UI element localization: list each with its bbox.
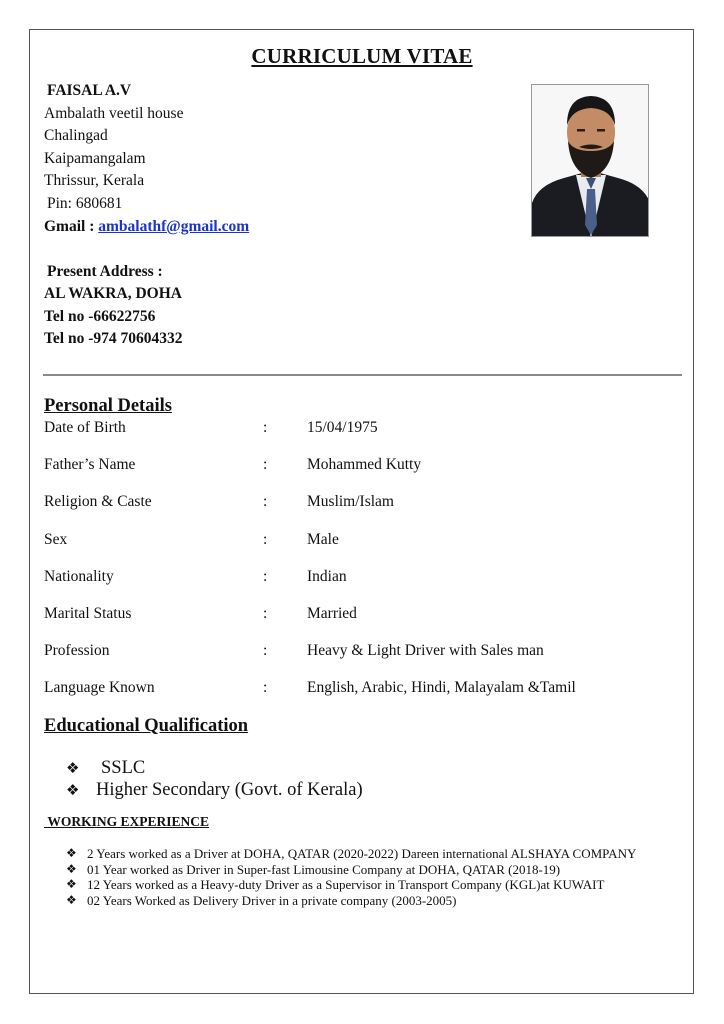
personal-row-father xyxy=(44,456,684,478)
diamond-bullet-icon: ❖ xyxy=(66,781,80,799)
row-colon: : xyxy=(263,456,268,473)
row-colon: : xyxy=(263,605,268,622)
list-item xyxy=(66,893,681,909)
present-address-heading: Present Address : xyxy=(47,263,163,280)
education-heading: Educational Qualification xyxy=(44,716,249,736)
profile-photo xyxy=(531,84,649,237)
personal-details-heading: Personal Details xyxy=(44,396,172,416)
row-label: Sex xyxy=(44,531,68,548)
working-experience-heading xyxy=(44,814,209,830)
row-colon: : xyxy=(263,679,268,696)
row-label: Language Known xyxy=(44,679,155,696)
list-item xyxy=(66,862,681,878)
address-line-1: Ambalath veetil house xyxy=(44,104,184,122)
personal-row-sex xyxy=(44,531,684,553)
section-divider xyxy=(43,374,682,376)
work-item-text: 02 Years Worked as Delivery Driver in a private company (2003-2005) xyxy=(87,892,457,908)
row-colon: : xyxy=(263,568,268,585)
row-value: English, Arabic, Hindi, Malayalam &Tamil xyxy=(307,679,576,696)
address-line-2: Chalingad xyxy=(44,127,108,145)
email-row xyxy=(44,216,249,239)
diamond-bullet-icon: ❖ xyxy=(66,892,77,907)
row-label: Father’s Name xyxy=(44,456,136,473)
gmail-label: Gmail : xyxy=(44,217,99,235)
education-item-text: SSLC xyxy=(101,758,146,778)
work-experience-list xyxy=(66,846,681,908)
row-value: Muslim/Islam xyxy=(307,493,394,510)
row-label: Religion & Caste xyxy=(44,493,152,510)
row-colon: : xyxy=(263,493,268,510)
row-colon: : xyxy=(263,531,268,548)
page-title: CURRICULUM VITAE xyxy=(251,44,473,68)
diamond-bullet-icon: ❖ xyxy=(66,759,80,777)
row-label: Nationality xyxy=(44,568,114,585)
work-item-text: 01 Year worked as Driver in Super-fast Limousine Company at DOHA, QATAR (2018-19) xyxy=(87,861,561,877)
row-value: Male xyxy=(307,531,339,548)
personal-row-profession xyxy=(44,642,684,664)
education-item-text: Higher Secondary (Govt. of Kerala) xyxy=(96,780,363,800)
profile-photo-image xyxy=(532,85,649,237)
diamond-bullet-icon: ❖ xyxy=(66,861,77,876)
contact-block xyxy=(44,80,249,238)
diamond-bullet-icon: ❖ xyxy=(66,877,77,892)
education-item xyxy=(66,780,363,801)
working-experience-heading-text: WORKING EXPERIENCE xyxy=(47,814,210,829)
personal-row-dob xyxy=(44,419,684,441)
diamond-bullet-icon: ❖ xyxy=(66,846,77,860)
list-item xyxy=(66,846,681,862)
education-item xyxy=(66,758,145,779)
personal-row-nationality xyxy=(44,568,684,590)
row-colon: : xyxy=(263,419,268,436)
email-link[interactable]: ambalathf@gmail.com xyxy=(98,217,250,235)
row-value: 15/04/1975 xyxy=(307,419,378,436)
present-location: AL WAKRA, DOHA xyxy=(44,285,182,303)
work-item-text: 12 Years worked as a Heavy-duty Driver as a Supervisor in Transport Company (KGL)at KUWAIT xyxy=(87,877,605,893)
address-line-4: Thrissur, Kerala xyxy=(44,172,145,190)
row-label: Profession xyxy=(44,642,110,659)
row-value: Mohammed Kutty xyxy=(307,456,422,473)
work-item-text: 2 Years worked as a Driver at DOHA, QATAR (2020-2022) Dareen international ALSHAYA COMPANY xyxy=(87,846,637,861)
telephone-2: Tel no -974 70604332 xyxy=(44,330,183,348)
pin-code: Pin: 680681 xyxy=(47,194,123,212)
row-value: Heavy & Light Driver with Sales man xyxy=(307,642,544,659)
personal-row-language xyxy=(44,679,684,701)
present-address-block xyxy=(44,261,183,351)
row-label: Date of Birth xyxy=(44,419,126,436)
telephone-1: Tel no -66622756 xyxy=(44,307,156,325)
list-item xyxy=(66,877,681,893)
row-value: Indian xyxy=(307,568,347,585)
row-label: Marital Status xyxy=(44,605,132,622)
personal-row-religion xyxy=(44,493,684,515)
row-colon: : xyxy=(263,642,268,659)
candidate-name: FAISAL A.V xyxy=(47,82,132,99)
row-value: Married xyxy=(307,605,357,622)
personal-row-marital xyxy=(44,605,684,627)
address-line-3: Kaipamangalam xyxy=(44,149,146,167)
